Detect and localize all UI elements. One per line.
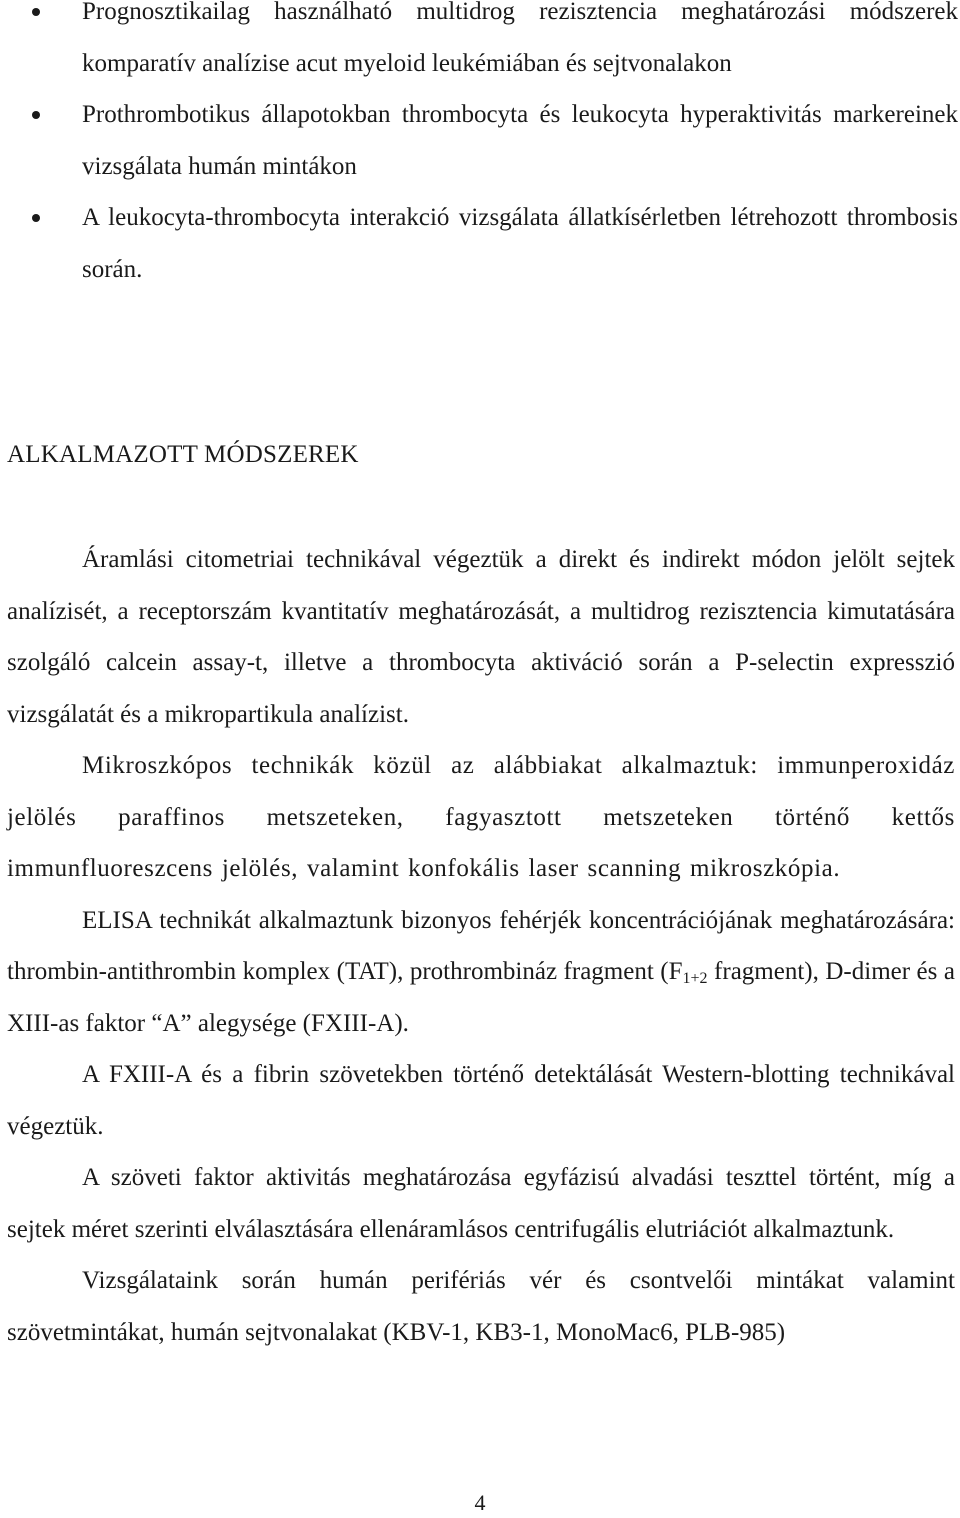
paragraph-tissue-factor: A szöveti faktor aktivitás meghatározása egyfázisú alvadási teszttel történt, míg a sejtek méret szerinti elválasztására ellenáramlásos centrifugális elutriációt alkalmaztunk. [7,1164,955,1243]
list-item-text: A leukocyta-thrombocyta interakció vizsgálata állatkísérletben létrehozott thrombosis során. [82,204,958,283]
section-heading: ALKALMAZOTT MÓDSZEREK [7,441,359,468]
paragraph-microscopy: Mikroszkópos technikák közül az alábbiakat alkalmaztuk: immunperoxidáz jelölés paraffinos metszeteken, fagyasztott metszeteken történő kettős immunfluoreszcens jelölés, valamint konfokális laser scanning mikroszkópia. [7,752,955,882]
paragraph-flow-cytometry: Áramlási citometriai technikával végeztük a direkt és indirekt módon jelölt sejtek analízisét, a receptorszám kvantitatív meghatározását, a multidrog rezisztencia kimutatására szolgáló calcein assay-t, illetve a thrombocyta aktiváció során a P-selectin expresszió vizsgálatát és a mikropartikula analízist. [7,546,955,728]
list-item [0,192,960,295]
bullet-icon [32,8,40,16]
bullet-icon [32,111,40,119]
paragraph-samples: Vizsgálataink során humán perifériás vér és csontvelői mintákat valamint szövetmintákat, humán sejtvonalakat (KBV-1, KB3-1, MonoMac6, PLB-985) [7,1267,955,1346]
subscript: 1+2 [682,970,708,987]
paragraph-elisa-text: ELISA technikát alkalmaztunk bizonyos fehérjék koncentrációjának meghatározására: thrombin-antithrombin komplex (TAT), prothrombináz fragment (F [7,906,955,985]
list-item [0,0,960,89]
paragraph-elisa [7,895,955,1050]
list-item [0,89,960,192]
bullet-icon [32,214,40,222]
list-item-text: Prognosztikailag használható multidrog rezisztencia meghatározási módszerek komparatív analízise acut myeloid leukémiában és sejtvonalakon [82,0,958,77]
page-number: 4 [474,1490,486,1515]
methods-body [7,534,955,1358]
paragraph-western-blot: A FXIII-A és a fibrin szövetekben történő detektálását Western-blotting technikával végeztük. [7,1061,955,1140]
list-item-text: Prothrombotikus állapotokban thrombocyta és leukocyta hyperaktivitás markereinek vizsgálata humán mintákon [82,101,958,180]
paragraph-elisa-text-end: fragment), D-dimer és a XIII-as faktor “A” alegysége (FXIII-A). [7,958,955,1037]
objectives-list [0,0,960,295]
